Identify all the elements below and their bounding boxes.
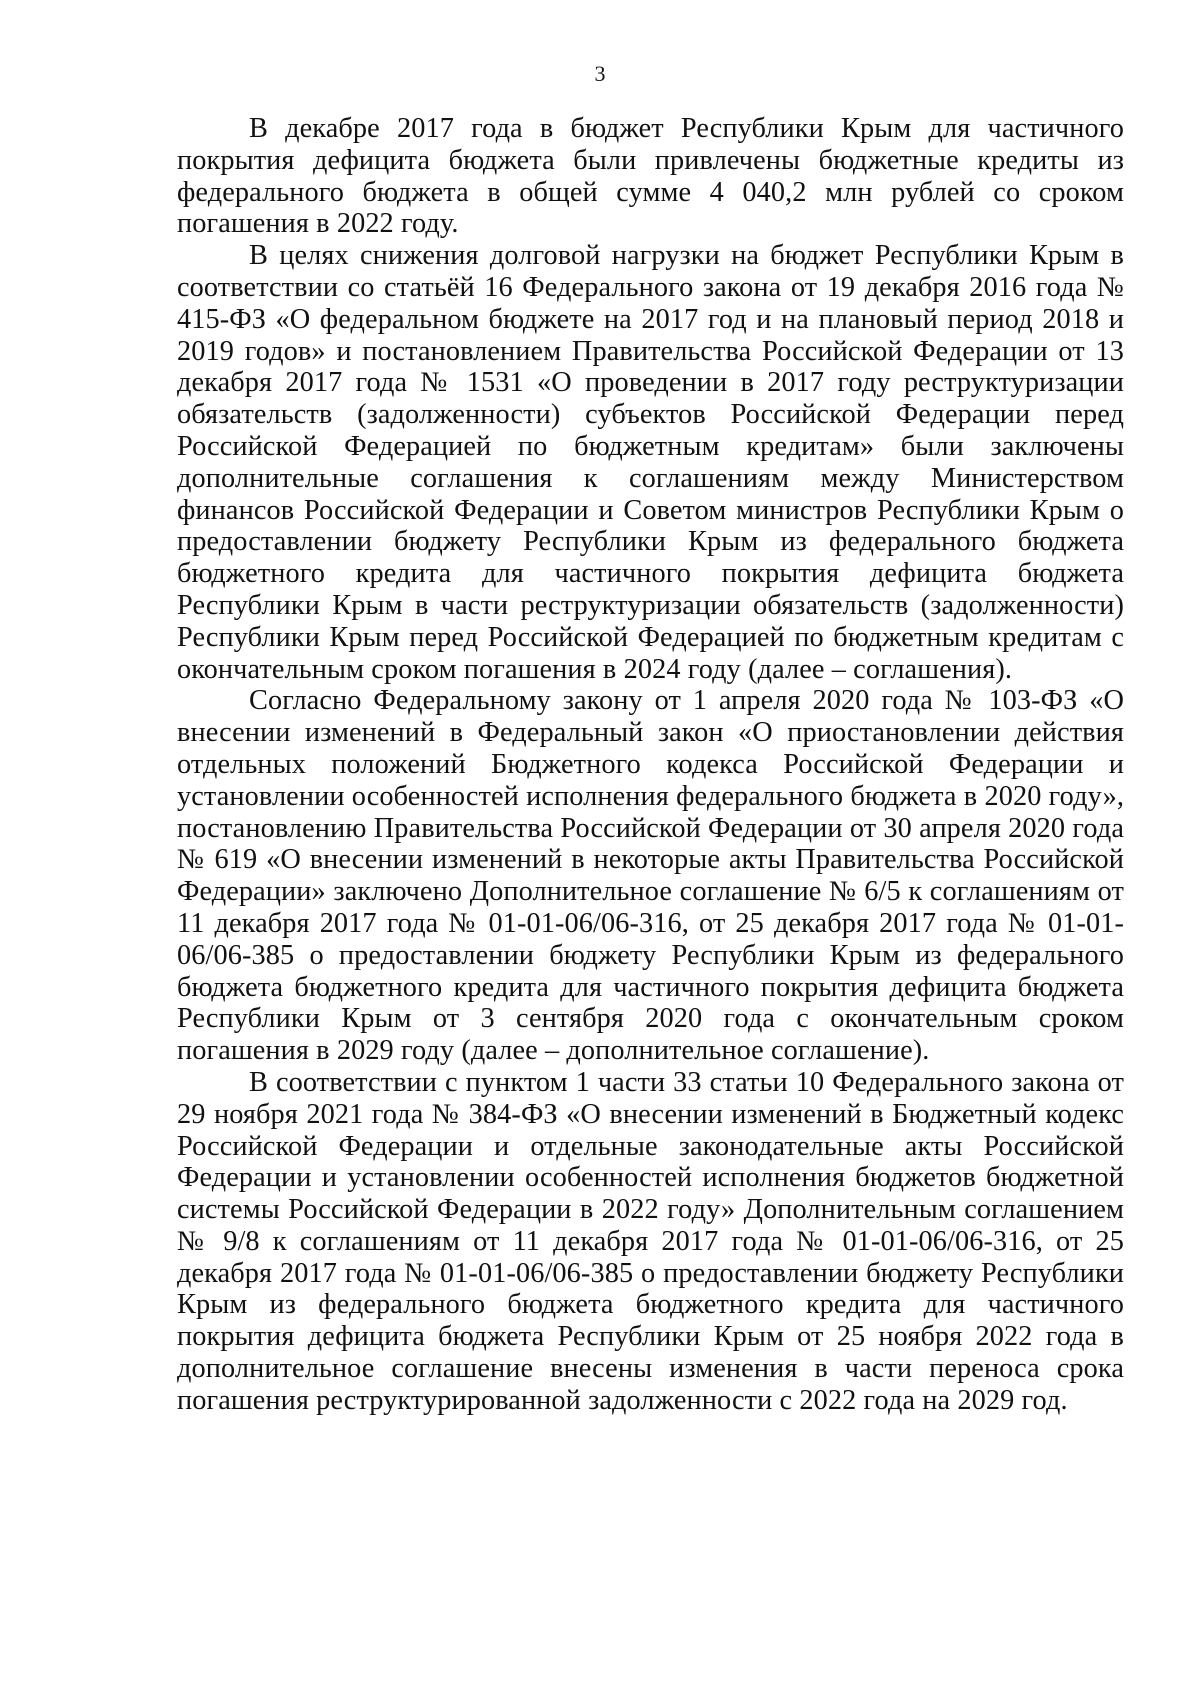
paragraph-additional-agreement-6-5: Согласно Федеральному закону от 1 апреля 2020 года № 103-ФЗ «О внесении изменений в Федеральный закон «О приостановлении действия отдельных положений Бюджетного кодекса Российской Федерации и установлении особенностей исполнения федерального бюджета в 2020 году», постановлению Правительства Российской Федерации от 30 апреля 2020 года № 619 «О внесении изменений в некоторые акты Правительства Российской Федерации» заключено Дополнительное соглашение № 6/5 к соглашениям от 11 декабря 2017 года № 01-01-06/06-316, от 25 декабря 2017 года № 01-01-06/06-385 о предоставлении бюджету Республики Крым из федерального бюджета бюджетного кредита для частичного покрытия дефицита бюджета Республики Крым от 3 сентября 2020 года с окончательным сроком погашения в 2029 году (далее – дополнительное соглашение).: [177, 685, 1124, 1067]
page-number: 3: [594, 61, 606, 86]
paragraph-additional-agreement-9-8: В соответствии с пунктом 1 части 33 статьи 10 Федерального закона от 29 ноября 2021 года № 384-ФЗ «О внесении изменений в Бюджетный кодекс Российской Федерации и отдельные законодательные акты Российской Федерации и установлении особенностей исполнения бюджетов бюджетной системы Российской Федерации в 2022 году» Дополнительным соглашением № 9/8 к соглашениям от 11 декабря 2017 года № 01-01-06/06-316, от 25 декабря 2017 года № 01-01-06/06-385 о предоставлении бюджету Республики Крым из федерального бюджета бюджетного кредита для частичного покрытия дефицита бюджета Республики Крым от 25 ноября 2022 года в дополнительное соглашение внесены изменения в части переноса срока погашения реструктурированной задолженности с 2022 года на 2029 год.: [177, 1066, 1124, 1416]
document-body: [177, 113, 1124, 1417]
paragraph-budget-credits-2017: В декабре 2017 года в бюджет Республики Крым для частичного покрытия дефицита бюджета были привлечены бюджетные кредиты из федерального бюджета в общей сумме 4 040,2 млн рублей со сроком погашения в 2022 году.: [177, 113, 1124, 240]
paragraph-debt-restructuring: В целях снижения долговой нагрузки на бюджет Республики Крым в соответствии со статьёй 16 Федерального закона от 19 декабря 2016 года № 415-ФЗ «О федеральном бюджете на 2017 год и на плановый период 2018 и 2019 годов» и постановлением Правительства Российской Федерации от 13 декабря 2017 года № 1531 «О проведении в 2017 году реструктуризации обязательств (задолженности) субъектов Российской Федерации перед Российской Федерацией по бюджетным кредитам» были заключены дополнительные соглашения к соглашениям между Министерством финансов Российской Федерации и Советом министров Республики Крым о предоставлении бюджету Республики Крым из федерального бюджета бюджетного кредита для частичного покрытия дефицита бюджета Республики Крым в части реструктуризации обязательств (задолженности) Республики Крым перед Российской Федерацией по бюджетным кредитам с окончательным сроком погашения в 2024 году (далее – соглашения).: [177, 240, 1124, 685]
